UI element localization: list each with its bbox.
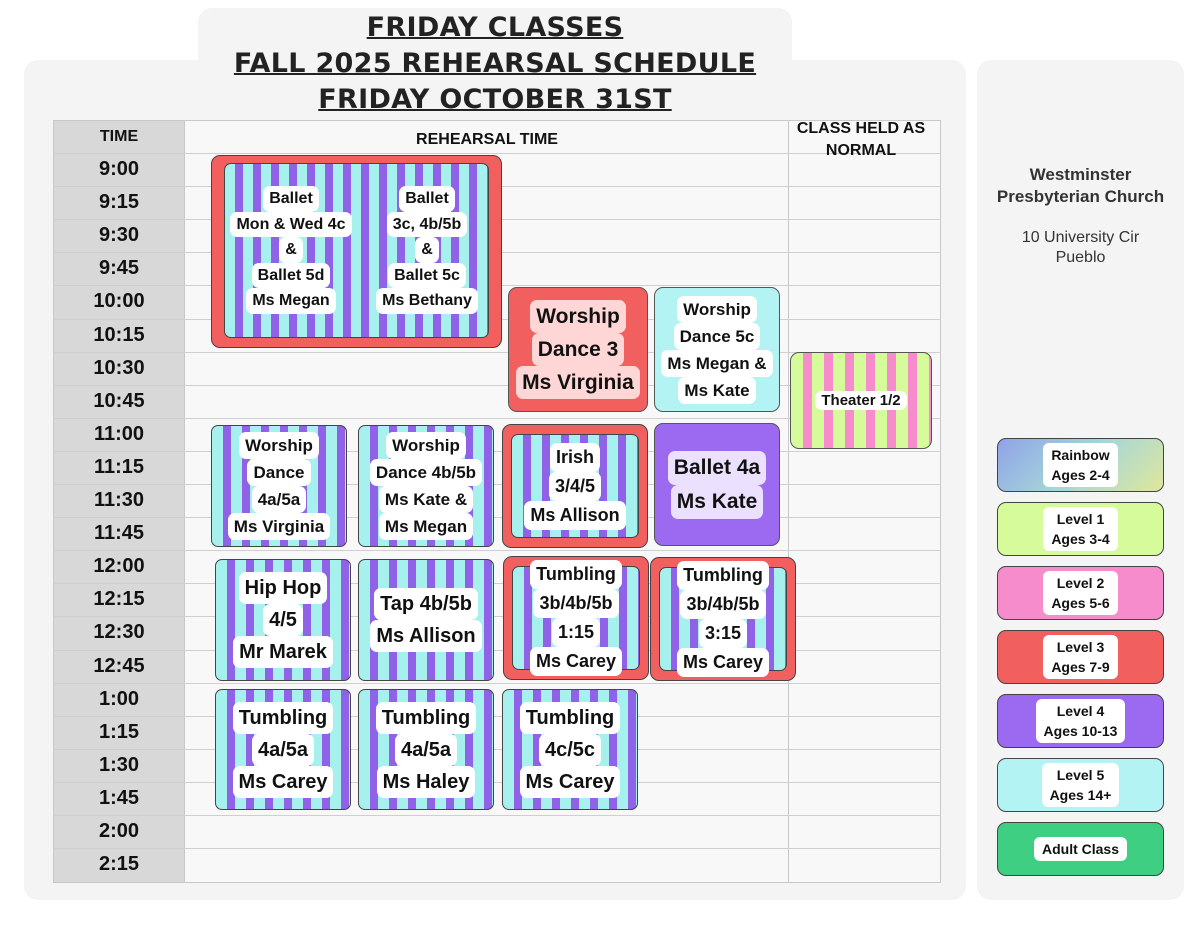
legend-label: Level 2 — [1056, 575, 1105, 591]
legend-ages: Ages 2-4 — [1051, 467, 1110, 483]
legend-item — [997, 438, 1164, 492]
class-label-worship-3: Worship Dance 3 Ms Virginia — [508, 287, 648, 412]
title-line-2: FALL 2025 REHEARSAL SCHEDULE — [233, 48, 757, 79]
legend-item — [997, 758, 1164, 812]
class-label-ballet-4a: Ballet 4a Ms Kate — [654, 423, 780, 546]
class-label-worship-4a: Worship Dance 4a/5a Ms Virginia — [211, 425, 347, 547]
title-line-3: FRIDAY OCTOBER 31ST — [318, 84, 672, 115]
legend-label: Level 5 — [1056, 767, 1105, 783]
page-title — [198, 10, 792, 118]
time-slot-label: 12:00 — [93, 555, 145, 577]
location-address-line-2: Pueblo — [1055, 249, 1106, 266]
legend-item — [997, 502, 1164, 556]
class-label-ballet-a: Ballet Mon & Wed 4c & Ballet 5d Ms Megan — [230, 186, 352, 314]
row-gridline — [53, 484, 941, 485]
time-slot-label: 12:15 — [93, 588, 145, 610]
legend-tag — [1043, 571, 1117, 615]
legend-item — [997, 630, 1164, 684]
row-gridline — [53, 517, 941, 518]
legend-tag — [1034, 837, 1127, 861]
legend-tag — [1036, 699, 1126, 743]
class-label-tap: Tap 4b/5b Ms Allison — [358, 559, 494, 681]
time-slot-label: 1:45 — [98, 787, 140, 809]
time-slot-label: 1:00 — [98, 688, 140, 710]
legend-label: Level 4 — [1056, 703, 1105, 719]
class-label-hip-hop: Hip Hop 4/5 Mr Marek — [215, 559, 351, 681]
time-slot-label: 11:15 — [93, 456, 145, 478]
row-gridline — [53, 650, 941, 651]
legend-tag — [1043, 443, 1117, 487]
time-slot-label: 12:45 — [93, 655, 145, 677]
row-gridline — [53, 782, 941, 783]
class-label-worship-4b: Worship Dance 4b/5b Ms Kate & Ms Megan — [358, 425, 494, 547]
legend-ages: Ages 7-9 — [1051, 659, 1110, 675]
row-gridline — [53, 550, 941, 551]
row-gridline — [53, 716, 941, 717]
title-line-1: FRIDAY CLASSES — [366, 12, 624, 43]
class-label-worship-5c: Worship Dance 5c Ms Megan & Ms Kate — [654, 287, 780, 412]
legend-item — [997, 822, 1164, 876]
time-slot-label: 9:45 — [98, 257, 140, 279]
location-name: Westminster Presbyterian Church — [996, 165, 1165, 206]
row-gridline — [53, 683, 941, 684]
location-address-line-1: 10 University Cir — [1021, 229, 1140, 246]
legend-item — [997, 694, 1164, 748]
time-slot-label: 11:45 — [93, 522, 145, 544]
class-label-ballet-b: Ballet 3c, 4b/5b & Ballet 5c Ms Bethany — [366, 186, 488, 314]
time-slot-label: 10:45 — [93, 390, 145, 412]
class-label-tumbling-4a-haley: Tumbling 4a/5a Ms Haley — [358, 689, 494, 810]
class-label-tumbling-315: Tumbling 3b/4b/5b 3:15 Ms Carey — [650, 557, 796, 681]
time-slot-label: 9:00 — [98, 158, 140, 180]
time-slot-label: 11:00 — [93, 423, 145, 445]
time-slot-label: 10:30 — [93, 357, 145, 379]
time-header: TIME — [99, 128, 139, 145]
legend-label: Rainbow — [1051, 447, 1110, 463]
time-slot-label: 1:30 — [98, 754, 140, 776]
time-slot-label: 1:15 — [98, 721, 140, 743]
time-slot-label: 2:15 — [98, 853, 140, 875]
time-slot-label: 9:30 — [98, 224, 140, 246]
time-slot-label: 10:15 — [93, 324, 145, 346]
class-label-theater: Theater 1/2 — [790, 352, 932, 449]
legend-tag — [1043, 507, 1117, 551]
class-label-irish: Irish 3/4/5 Ms Allison — [502, 424, 648, 548]
normal-class-header: CLASS HELD AS NORMAL — [796, 120, 926, 159]
legend-tag — [1043, 635, 1117, 679]
legend-ages: Ages 14+ — [1049, 787, 1112, 803]
time-slot-label: 9:15 — [98, 191, 140, 213]
column-divider — [788, 120, 789, 883]
row-gridline — [53, 451, 941, 452]
class-label-tumbling-4a-carey: Tumbling 4a/5a Ms Carey — [215, 689, 351, 810]
row-gridline — [53, 749, 941, 750]
time-slot-label: 12:30 — [93, 621, 145, 643]
class-label-tumbling-115: Tumbling 3b/4b/5b 1:15 Ms Carey — [503, 556, 649, 680]
legend-label: Level 1 — [1056, 511, 1105, 527]
class-label-tumbling-4c: Tumbling 4c/5c Ms Carey — [502, 689, 638, 810]
legend-item — [997, 566, 1164, 620]
time-slot-label: 2:00 — [98, 820, 140, 842]
legend-ages: Ages 3-4 — [1051, 531, 1110, 547]
row-gridline — [53, 848, 941, 849]
row-gridline — [53, 616, 941, 617]
legend-ages: Ages 10-13 — [1043, 723, 1118, 739]
legend-label: Adult Class — [1041, 841, 1119, 857]
rehearsal-header: REHEARSAL TIME — [416, 131, 558, 148]
legend-label: Level 3 — [1056, 639, 1105, 655]
legend-tag — [1042, 763, 1120, 807]
time-slot-label: 11:30 — [93, 489, 145, 511]
row-gridline — [53, 815, 941, 816]
row-gridline — [53, 583, 941, 584]
time-slot-label: 10:00 — [93, 290, 145, 312]
legend-ages: Ages 5-6 — [1051, 595, 1110, 611]
